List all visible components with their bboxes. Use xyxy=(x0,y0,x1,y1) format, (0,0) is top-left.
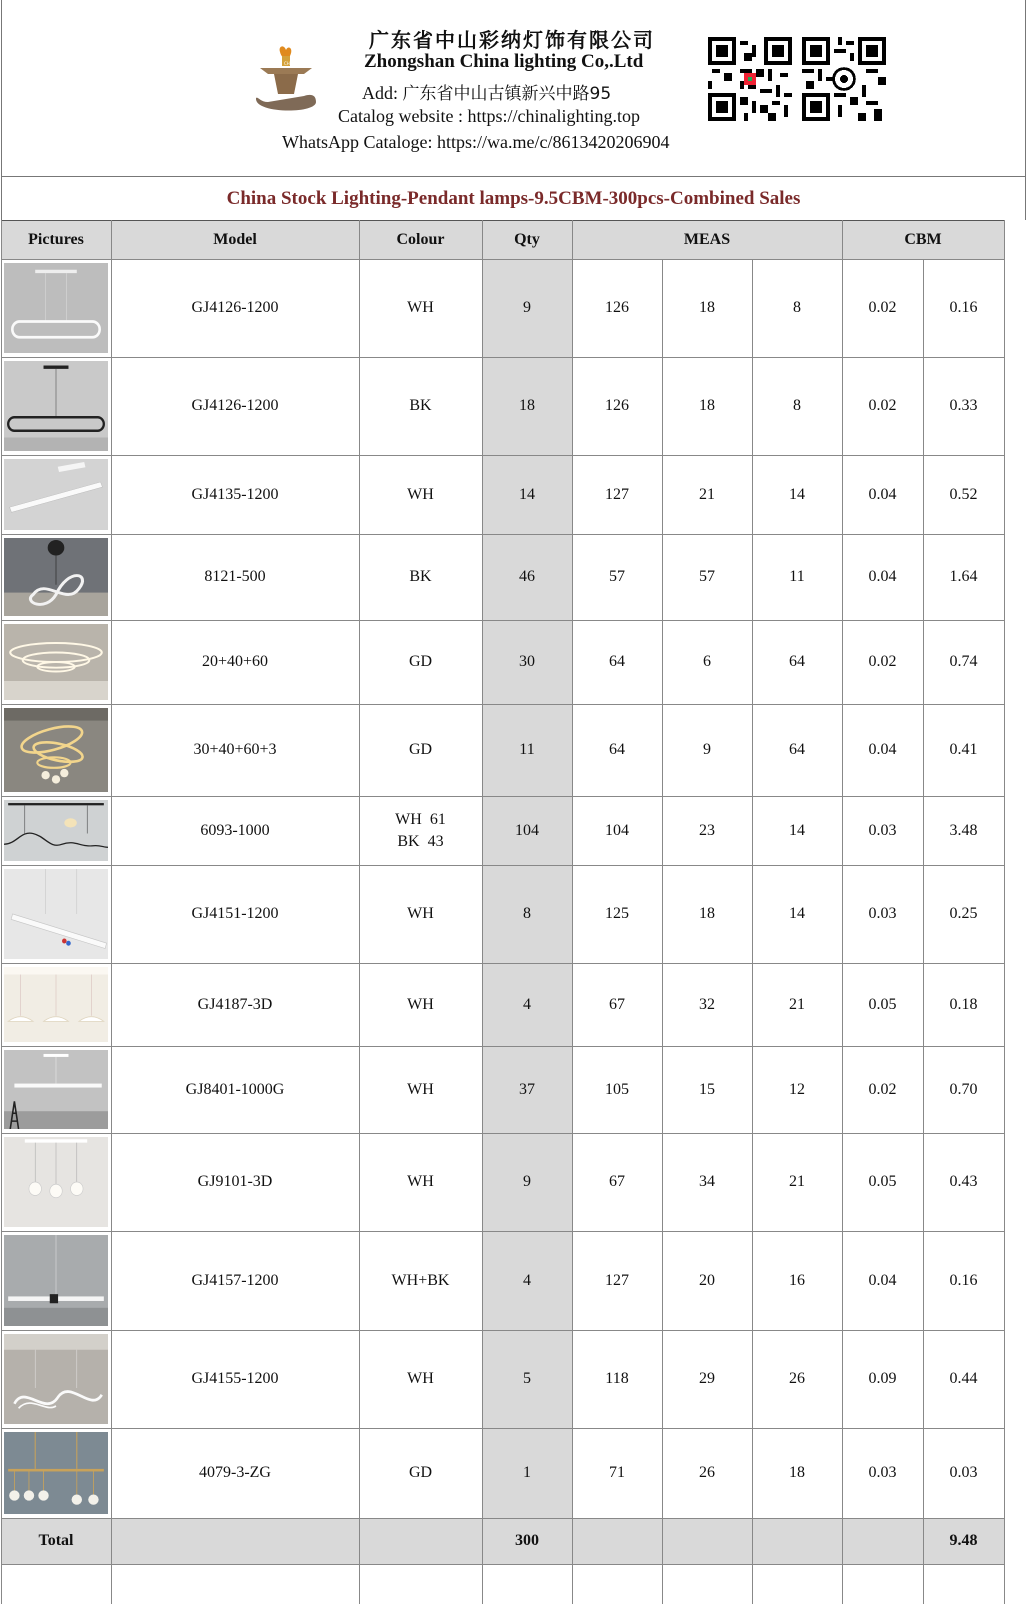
qty-cell: 104 xyxy=(515,821,539,839)
model-cell: 6093-1000 xyxy=(200,821,270,839)
product-image-ring-globe-chandelier xyxy=(4,708,108,792)
meas-height-cell: 21 xyxy=(789,1173,805,1190)
cbm-total-cell: 1.64 xyxy=(949,568,978,585)
colour-cell xyxy=(359,534,482,620)
wechat-qr-code xyxy=(708,36,792,122)
meas-height-cell: 18 xyxy=(789,1464,805,1481)
product-image-wave-line-pendant xyxy=(4,800,108,861)
meas-length-cell: 126 xyxy=(605,397,629,414)
colour-cell xyxy=(359,259,482,357)
model-cell: GJ4151-1200 xyxy=(191,905,279,922)
qty-cell: 9 xyxy=(523,1173,531,1190)
meas-length-cell: 125 xyxy=(605,905,629,922)
colour-cell xyxy=(359,1330,482,1428)
colour-cell xyxy=(359,455,482,534)
qty-cell: 9 xyxy=(523,299,531,316)
cbm-unit-cell: 0.02 xyxy=(868,1080,897,1098)
product-image-linear-bar-pendant-white xyxy=(4,459,108,530)
model-cell: GJ4126-1200 xyxy=(191,299,279,316)
model-cell: GJ4187-3D xyxy=(197,995,273,1013)
meas-width-cell: 18 xyxy=(699,299,715,316)
colour-cell xyxy=(359,865,482,963)
header-pictures: Pictures xyxy=(28,230,84,248)
colour-cell xyxy=(359,1046,482,1133)
qty-cell: 30 xyxy=(519,653,535,670)
catalog-url[interactable]: https://chinalighting.top xyxy=(467,106,640,126)
qty-cell: 4 xyxy=(523,1271,531,1289)
cbm-unit-cell: 0.04 xyxy=(868,568,897,585)
cbm-unit-cell: 0.04 xyxy=(868,1271,897,1289)
qty-cell: 14 xyxy=(519,485,535,503)
cbm-unit-cell: 0.09 xyxy=(868,1370,897,1387)
colour-value: WH xyxy=(407,995,434,1013)
colour-cell xyxy=(359,357,482,455)
cbm-total-cell: 0.16 xyxy=(949,1271,978,1289)
colour-value: WH xyxy=(407,1173,434,1190)
model-cell: GJ4135-1200 xyxy=(191,485,279,503)
meas-height-cell: 14 xyxy=(789,485,805,503)
header-cbm: CBM xyxy=(904,230,942,248)
colour-cell xyxy=(359,704,482,796)
product-image-linear-ring-pendant-white xyxy=(4,263,108,353)
colour-value: WH xyxy=(407,1080,434,1098)
product-image-three-ring-pendant xyxy=(4,624,108,700)
meas-width-cell: 29 xyxy=(699,1370,715,1387)
model-cell: 4079-3-ZG xyxy=(199,1464,271,1481)
cbm-total-cell: 0.52 xyxy=(949,485,978,503)
cbm-unit-cell: 0.04 xyxy=(868,485,897,503)
company-header xyxy=(1,0,1026,177)
meas-length-cell: 64 xyxy=(609,653,625,670)
cbm-total-cell: 0.18 xyxy=(949,995,978,1013)
qty-cell: 1 xyxy=(523,1464,531,1481)
cbm-unit-cell: 0.03 xyxy=(868,821,897,839)
meas-height-cell: 21 xyxy=(789,995,805,1013)
meas-length-cell: 118 xyxy=(605,1370,629,1387)
model-cell: GJ4157-1200 xyxy=(191,1271,279,1289)
colour-value: WH xyxy=(407,905,434,922)
meas-height-cell: 16 xyxy=(789,1271,805,1289)
cbm-unit-cell: 0.04 xyxy=(868,741,897,758)
meas-length-cell: 126 xyxy=(605,299,629,316)
colour-cell xyxy=(359,796,482,865)
meas-width-cell: 18 xyxy=(699,397,715,414)
meas-width-cell: 57 xyxy=(699,568,715,585)
meas-height-cell: 11 xyxy=(789,568,805,585)
cbm-total-cell: 0.41 xyxy=(949,741,978,758)
meas-width-cell: 26 xyxy=(699,1464,715,1481)
product-image-three-globe-pendant xyxy=(4,1137,108,1227)
meas-height-cell: 64 xyxy=(789,653,805,670)
colour-value: WH xyxy=(407,485,434,503)
meas-length-cell: 104 xyxy=(605,821,629,839)
header-meas: MEAS xyxy=(683,230,731,248)
total-qty: 300 xyxy=(515,1532,539,1549)
colour-cell xyxy=(359,1428,482,1518)
product-image-linear-ring-pendant-black xyxy=(4,361,108,451)
colour-cell xyxy=(359,1133,482,1231)
meas-height-cell: 12 xyxy=(789,1080,805,1098)
total-label: Total xyxy=(38,1532,74,1549)
meas-length-cell: 64 xyxy=(609,741,625,758)
sheet-title: China Stock Lighting-Pendant lamps-9.5CBM-300pcs-Combined Sales xyxy=(226,187,801,209)
cbm-unit-cell: 0.02 xyxy=(868,299,897,316)
qty-cell: 8 xyxy=(523,905,531,922)
product-image-bar-pendant-wh-bk xyxy=(4,1235,108,1326)
colour-cell xyxy=(359,963,482,1046)
qty-cell: 18 xyxy=(519,397,535,414)
qty-cell: 46 xyxy=(519,568,535,585)
meas-width-cell: 18 xyxy=(699,905,715,922)
meas-height-cell: 8 xyxy=(793,299,801,316)
meas-width-cell: 9 xyxy=(703,741,711,758)
address-value: 广东省中山古镇新兴中路95 xyxy=(402,84,612,104)
whatsapp-catalog xyxy=(282,132,669,153)
address-label: Add: xyxy=(362,83,398,103)
meas-width-cell: 15 xyxy=(699,1080,715,1098)
meas-length-cell: 71 xyxy=(609,1464,625,1481)
cbm-unit-cell: 0.05 xyxy=(868,995,897,1013)
model-cell: 30+40+60+3 xyxy=(193,741,277,758)
cbm-total-cell: 0.25 xyxy=(949,905,978,922)
meas-width-cell: 32 xyxy=(699,995,715,1013)
meas-length-cell: 127 xyxy=(605,1271,629,1289)
qty-cell: 11 xyxy=(519,741,535,758)
colour-value: GD xyxy=(408,741,433,758)
qty-cell: 5 xyxy=(523,1370,531,1387)
header-colour: Colour xyxy=(396,230,445,248)
sheet-title-row xyxy=(1,177,1026,220)
row-line xyxy=(1,1564,1004,1565)
cbm-total-cell: 0.70 xyxy=(949,1080,978,1098)
cbm-unit-cell: 0.03 xyxy=(868,1464,897,1481)
meas-width-cell: 34 xyxy=(699,1173,715,1190)
whatsapp-label: WhatsApp Cataloge: xyxy=(282,132,433,152)
cbm-unit-cell: 0.05 xyxy=(868,1173,897,1190)
cbm-total-cell: 0.03 xyxy=(949,1464,978,1481)
cbm-total-cell: 0.16 xyxy=(949,299,978,316)
cbm-total-cell: 0.33 xyxy=(949,397,978,414)
meas-height-cell: 26 xyxy=(789,1370,805,1387)
meas-height-cell: 14 xyxy=(789,821,805,839)
meas-length-cell: 67 xyxy=(609,1173,625,1190)
meas-height-cell: 8 xyxy=(793,397,801,414)
meas-width-cell: 20 xyxy=(699,1271,715,1289)
company-name-cn: 广东省中山彩纳灯饰有限公司 xyxy=(369,28,655,52)
qty-cell: 37 xyxy=(519,1080,535,1098)
model-cell: GJ9101-3D xyxy=(197,1173,273,1190)
model-cell: 20+40+60 xyxy=(201,653,269,670)
header-qty: Qty xyxy=(514,230,540,248)
model-cell: GJ8401-1000G xyxy=(185,1080,285,1098)
meas-length-cell: 105 xyxy=(605,1080,629,1098)
colour-value: GD xyxy=(408,1464,433,1481)
cbm-unit-cell: 0.02 xyxy=(868,653,897,670)
meas-width-cell: 6 xyxy=(703,653,711,670)
colour-cell xyxy=(359,620,482,704)
cbm-total-cell: 0.43 xyxy=(949,1173,978,1190)
total-cbm: 9.48 xyxy=(949,1532,978,1549)
meas-width-cell: 21 xyxy=(699,485,715,503)
cbm-total-cell: 3.48 xyxy=(949,821,978,839)
whatsapp-qr-code xyxy=(802,36,886,122)
company-address xyxy=(362,79,611,104)
catalog-website xyxy=(338,106,640,127)
header-model: Model xyxy=(213,230,257,248)
footer-shade xyxy=(1,1564,1004,1604)
meas-length-cell: 67 xyxy=(609,995,625,1013)
col-line xyxy=(1004,220,1005,1604)
product-image-twisted-loop-pendant xyxy=(4,538,108,616)
product-image-curved-loop-pendant xyxy=(4,1334,108,1424)
cbm-total-cell: 0.44 xyxy=(949,1370,978,1387)
product-image-slim-bar-pendant xyxy=(4,869,108,959)
qty-cell: 4 xyxy=(523,995,531,1013)
colour-value: WH xyxy=(407,1370,434,1387)
product-image-linear-room-pendant xyxy=(4,1050,108,1129)
col-line xyxy=(1,220,2,1604)
model-cell: GJ4126-1200 xyxy=(191,397,279,414)
colour-value: WH+BK xyxy=(391,1271,450,1289)
colour-cell xyxy=(359,1231,482,1330)
meas-length-cell: 57 xyxy=(609,568,625,585)
model-cell: GJ4155-1200 xyxy=(191,1370,279,1387)
colour-value: GD xyxy=(408,653,433,670)
meas-length-cell: 127 xyxy=(605,485,629,503)
cbm-unit-cell: 0.03 xyxy=(868,905,897,922)
meas-height-cell: 14 xyxy=(789,905,805,922)
colour-value: BK xyxy=(409,568,432,585)
meas-height-cell: 64 xyxy=(789,741,805,758)
product-image-three-dome-pendant xyxy=(4,967,108,1042)
product-image-gold-globe-pendant xyxy=(4,1432,108,1514)
colour-value: BK 43 xyxy=(397,832,444,850)
whatsapp-url[interactable]: https://wa.me/c/8613420206904 xyxy=(436,132,670,152)
model-cell: 8121-500 xyxy=(204,568,266,585)
cbm-unit-cell: 0.02 xyxy=(868,397,897,414)
colour-value: WH xyxy=(407,299,434,316)
meas-width-cell: 23 xyxy=(699,821,715,839)
colour-value: WH 61 xyxy=(395,810,446,828)
colour-value: BK xyxy=(409,397,432,414)
cbm-total-cell: 0.74 xyxy=(949,653,978,670)
catalog-label: Catalog website : xyxy=(338,106,463,126)
svg-text:CHINA: CHINA xyxy=(284,61,297,66)
company-logo xyxy=(250,42,322,122)
company-name-en: Zhongshan China lighting Co,.Ltd xyxy=(364,51,644,72)
